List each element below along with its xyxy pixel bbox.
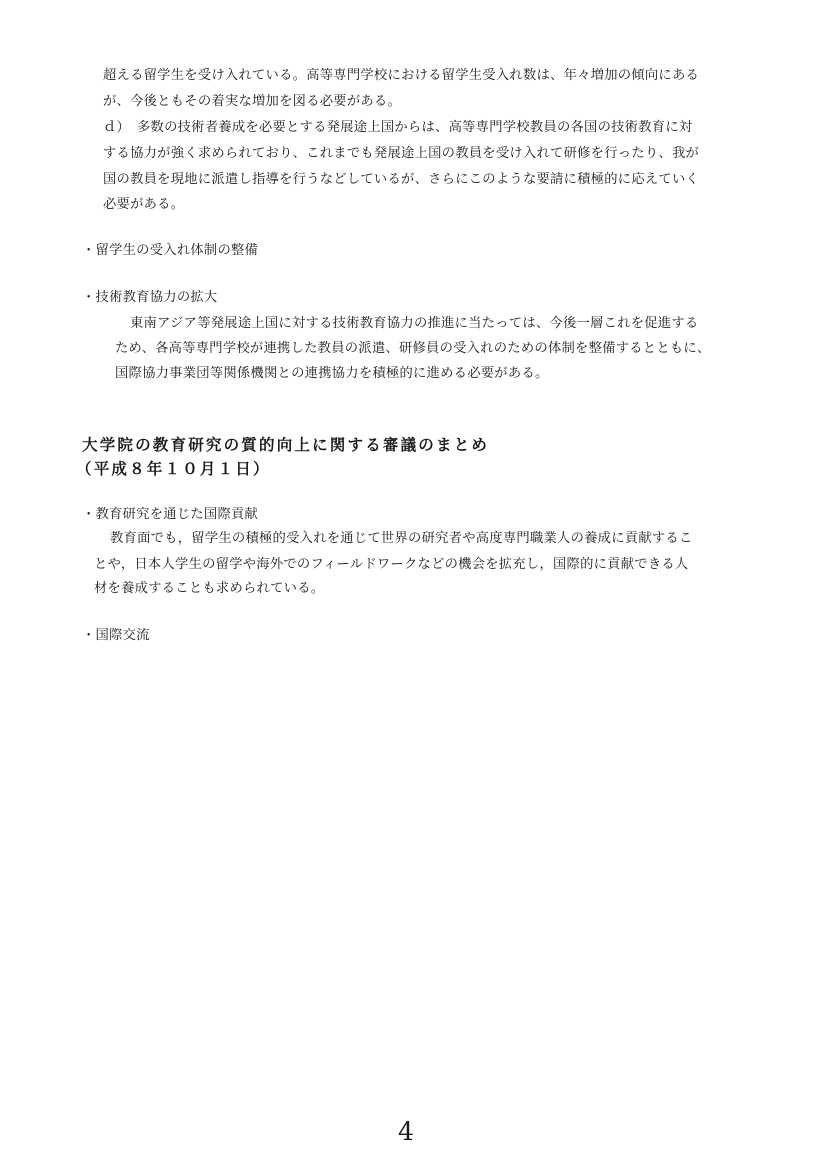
paragraph-line: 国の教員を現地に派遣し指導を行うなどしているが、さらにこのような要請に積極的に応えていく — [103, 172, 700, 187]
bullet-heading: ・国際交流 — [82, 628, 150, 643]
page-number: 4 — [398, 1117, 414, 1146]
paragraph-line: 教育面でも，留学生の積極的受入れを通じて世界の研究者や高度専門職業人の養成に貢献するこ — [110, 531, 693, 546]
section-title: 大学院の教育研究の質的向上に関する審議のまとめ — [82, 436, 490, 454]
section-date: （平成８年１０月１日） — [76, 460, 271, 478]
paragraph-line: とや，日本人学生の留学や海外でのフィールドワークなどの機会を拡充し，国際的に貢献できる人 — [94, 557, 689, 572]
bullet-heading: ・教育研究を通じた国際貢献 — [82, 507, 259, 522]
paragraph-line: ｄ） 多数の技術者養成を必要とする発展途上国からは、高等専門学校教員の各国の技術教育に対 — [103, 120, 693, 135]
paragraph-line: 材を養成することも求められている。 — [94, 581, 325, 596]
paragraph-line: する協力が強く求められており、これまでも発展途上国の教員を受け入れて研修を行ったり、我が — [103, 146, 700, 161]
bullet-heading: ・技術教育協力の拡大 — [82, 290, 218, 305]
bullet-heading: ・留学生の受入れ体制の整備 — [82, 243, 259, 258]
paragraph-line: 超える留学生を受け入れている。高等専門学校における留学生受入れ数は、年々増加の傾向にある — [103, 68, 700, 83]
paragraph-line: 必要がある。 — [103, 197, 185, 212]
paragraph-line: 東南アジア等発展途上国に対する技術教育協力の推進に当たっては、今後一層これを促進する — [130, 316, 699, 331]
paragraph-line: 国際協力事業団等関係機関との連携協力を積極的に進める必要がある。 — [115, 366, 549, 381]
paragraph-line: が、今後ともその着実な増加を図る必要がある。 — [103, 94, 402, 109]
paragraph-line: ため、各高等専門学校が連携した教員の派遣、研修員の受入れのための体制を整備するとともに、 — [115, 341, 711, 356]
